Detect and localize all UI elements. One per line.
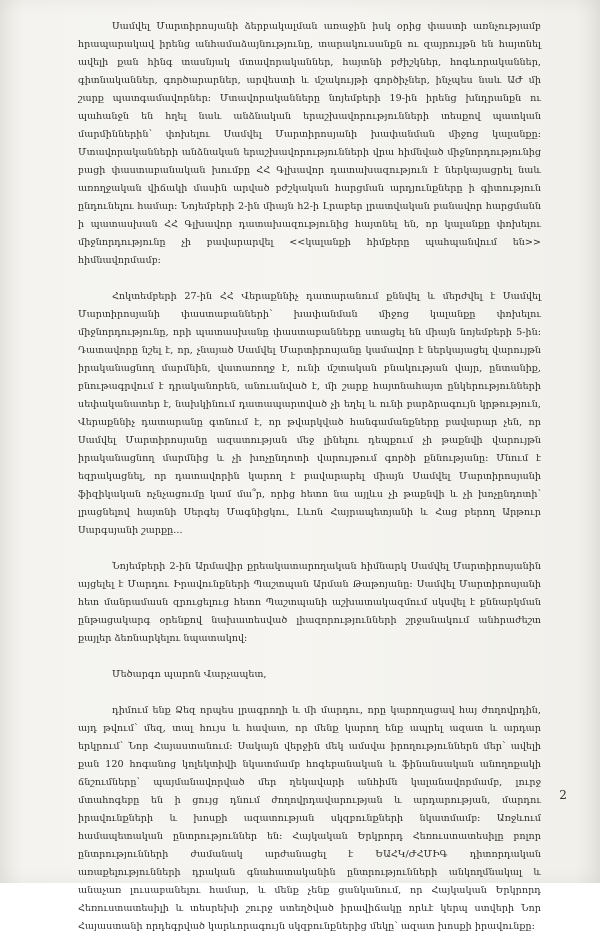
paragraph-1: Սամվել Մարտիրոսյանի ձերբակալման առաջին իսկ օրից փաստի առնչությամբ հրապարակավ իրենց անհամաձայնությունը, տարակուսանքն ու զայրույթն են հայտնել ավելի քան հինգ տասնյակ մտավորականներ, հայտնի բժիշկներ, հոգևորականներ, գիտնականներ, գործարարներ, արվեստի և մշակույթի գործիչներ, ինչպես նաև ԱԺ մի շարք պատգամավորներ։ Մտավորականները նոյեմբերի 19-ին իրենց խնդրանքն ու պահանջն են հղել նաև անձնական երաշխավորությունների տեսքով պատկան մարմիններին՝ փոխելու Սամվել Մարտիրոսյանի խափանման միջոց կալանքը: Մտավորականների անձնական երաշխավորությունների վրա հիմնված միջնորդությունից բացի փաստաբանական խումբը ՀՀ Գլխավոր դատախազություն է ներկայացրել նաև առողջական վիճակի մասին արված բժշկական հարցման արդյունքները ի գիտություն ընդունելու համար։ Նոյեմբերի 2-ին միայն h2-ի Լրաբեր լրատվական բանավոր հարցմանն ի պատասխան ՀՀ Գլխավոր դատախազությունից հայտնել են, որ կալանքը փոխելու միջնորդությունը չի բավարարվել <<կալանքի հիմքերը պահպանվում են>> հիմնավորմամբ: <box>78 21 541 266</box>
page-number: 2 <box>559 788 567 802</box>
salutation: Մեծարգո պարոն Վարչապետ, <box>112 669 267 680</box>
paragraph-3: Նոյեմբերի 2-ին Արմավիր քրեակատարողական հիմնարկ Սամվել Մարտիրոսյանին այցելել է Մարդու Իրավունքների Պաշտպան Արման Թաթոյանը: Սամվել Մարտիրոսյանի հետ մանրամասն զրուցելուց հետո Պաշտպանի աշխատակազմում սկսվել է քննարկման ընթացակարգ օրենքով նախատեսված լիազորությունների շրջանակում անհրաժեշտ քայլեր ձեռնարկելու նպատակով: <box>78 561 541 644</box>
paragraph-4: դիմում ենք Ձեզ որպես լրագրողի և մի մարդու, որը կարողացավ հայ ժողովրդին, այդ թվում՝ մեզ, տալ հույս և հավատ, որ մենք կարող ենք ապրել ազատ և արդար երկրում՝ Նոր Հայաստանում: Սակայն վերջին մեկ ամսվա իրողություններն մեր՝ ավելի քան 120 հոգանոց կոլեկտիվի նկատմամբ հոգեբանական և ֆինանսական անողոքակի ճնշումները՝ պայմանավորված մեր ղեկավարի անհիմն կալանավորմամբ, լուրջ մտահոգեբը են ի ցույց դնում ժողովրդավարության և արդարության, մարդու իրավունքների և խոսքի ազատության սկզբունքների նկատմամբ: Առջևում համապետական ընտրություններ են: Հայկական Երկրորդ Հեռուստատեսիլը բոլոր ընտրությունների ժամանակ արժանացել է ԵԱՀԿ/ԺՀՄԻԳ դիտորդական առաքելությունների դրական գնահատականին ընտրությունների անկողմնակալ և անաչառ լուսաբանելու համար, և մենք չենք ցանկանում, որ Հայկական Երկրորդ Հեռուստատեսիլի և տեսրեխի շուրջ ստեղծված իրավիճակը որևէ կերպ ստվերի Նոր Հայաստանի որդեգրված կարևորագույն սկզբունքներից մեկը՝ ազատ խոսքի իրավունքը: <box>78 705 541 932</box>
paragraph-2: Հոկտեմբերի 27-ին ՀՀ Վերաքննիչ դատարանում քննվել և մերժվել է Սամվել Մարտիրոսյանի փաստաբանների՝ խափանման միջոց կալանքը փոխելու միջնորդությունը, որի պատասխանը փաստաբանները ստացել են միայն նոյեմբերի 5-ին: Դատավորը նշել է, որ, չնայած Սամվել Մարտիրոսյանը կամավոր է ներկայացել վարույթն իրականացնող մարմնին, վատառողջ է, ունի մշտական բնակության վայր, ընտանիք, բնութագրվում է դրականորեն, անուանված է, մի շարք հայտնահայտ ընկերությունների սեփականատեր է, նախկինում դատապարտված չի եղել և ունի բարձրագույն կրթություն, Վերաքննիչ դատարանը գտնում է, որ թվարկված հանգամանքները բավարար չեն, որ Սամվել Մարտիրոսյանը ազատության մեջ լինելու դեպքում չի թաքնվի վարույթն իրականացնող մարմնից և չի խոչընդոտի վարույթում գործի քննությանը: Մնում է եզրակացնել, որ դատավորին կարող է բավարարել միայն Սամվել Մարտիրոսյանի ֆիզիկական ոչնչացումը կամ մա՞ր, որից հետո նա այլևս չի թաքնվի և չի խոչընդոտի՝ լրացնելով հայտնի Սերգեյ Մագնիցկու, Լևոն Հայրապետյանի և Հաց բերող Արթուր Սարգսյանի շարքը... <box>78 291 541 536</box>
document-body <box>78 18 541 932</box>
